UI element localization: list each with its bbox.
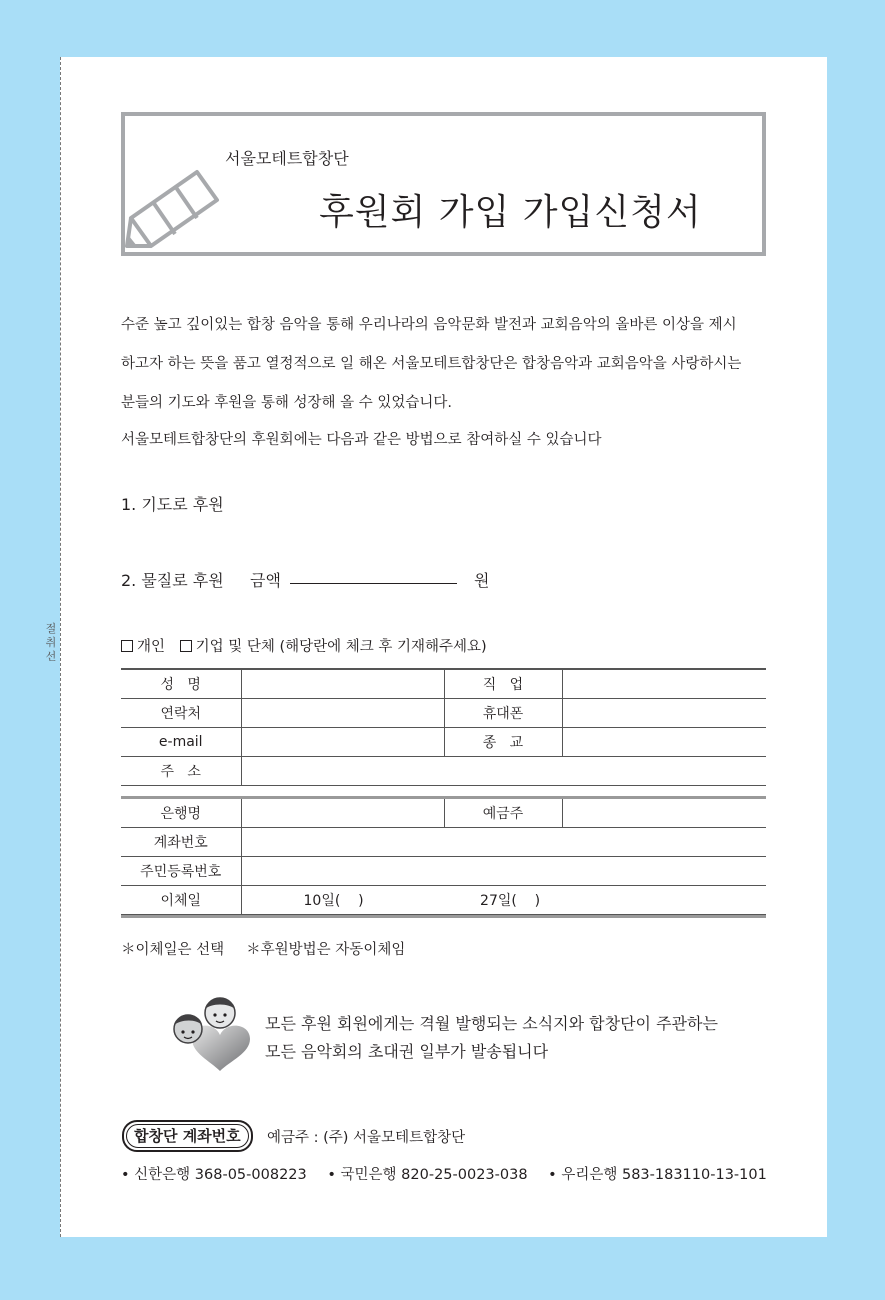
- job-field[interactable]: [562, 669, 766, 699]
- pencil-icon: [125, 166, 225, 250]
- group-label: 기업 및 단체 (해당란에 체크 후 기재해주세요): [195, 639, 487, 655]
- table-bottom-rule: [121, 915, 766, 918]
- resident-no-field[interactable]: [241, 857, 766, 886]
- account-no-label: 계좌번호: [121, 828, 241, 857]
- personal-info-table: [121, 668, 766, 786]
- donor-type: [121, 635, 487, 656]
- bank-account-woori: • 우리은행 583-183110-13-101: [548, 1167, 767, 1183]
- amount-label: 금액: [250, 571, 281, 590]
- member-benefit-text: [265, 1010, 718, 1066]
- table-row: [121, 669, 766, 699]
- address-label: 주 소: [121, 757, 241, 786]
- bank-account-shinhan: • 신한은행 368-05-008223: [121, 1167, 307, 1183]
- page-title: 후원회 가입 가입신청서: [319, 192, 702, 233]
- transfer-day-label: 이체일: [121, 886, 241, 915]
- religion-label: 종 교: [444, 728, 562, 757]
- intro-line: 서울모테트합창단의 후원회에는 다음과 같은 방법으로 참여하실 수 있습니다: [121, 432, 602, 448]
- cut-line: [60, 57, 61, 1237]
- intro-line: 수준 높고 깊이있는 합창 음악을 통해 우리나라의 음악문화 발전과 교회음악의 올바른 이상을 제시: [121, 317, 737, 333]
- children-heart-illustration: [170, 995, 260, 1073]
- mobile-label: 휴대폰: [444, 699, 562, 728]
- cut-line-label: 절 취 선: [45, 622, 57, 663]
- individual-checkbox[interactable]: [121, 640, 133, 652]
- table-row: [121, 886, 766, 915]
- name-field[interactable]: [241, 669, 444, 699]
- bank-accounts: [121, 1163, 783, 1184]
- job-label: 직 업: [444, 669, 562, 699]
- bank-name-field[interactable]: [241, 798, 444, 828]
- depositor-label: 예금주: [444, 798, 562, 828]
- address-field[interactable]: [241, 757, 766, 786]
- note-method: ＊후원방법은 자동이체임: [246, 942, 406, 958]
- contact-label: 연락처: [121, 699, 241, 728]
- account-holder: 예금주 : (주) 서울모테트합창단: [267, 1130, 466, 1146]
- bank-name-label: 은행명: [121, 798, 241, 828]
- title-box: [121, 112, 766, 256]
- amount-unit: 원: [474, 571, 490, 590]
- table-row: [121, 728, 766, 757]
- email-label: e-mail: [121, 728, 241, 757]
- section-material: 2. 물질로 후원: [121, 571, 224, 590]
- benefit-line: 모든 후원 회원에게는 격월 발행되는 소식지와 합창단이 주관하는: [265, 1014, 718, 1033]
- note-transfer-day: ＊이체일은 선택: [121, 942, 225, 958]
- religion-field[interactable]: [562, 728, 766, 757]
- intro-line: 하고자 하는 뜻을 품고 열정적으로 일 해온 서울모테트합창단은 합창음악과 교회음악을 사랑하시는: [121, 356, 742, 372]
- bank-account-kookmin: • 국민은행 820-25-0023-038: [327, 1167, 528, 1183]
- group-checkbox[interactable]: [180, 640, 192, 652]
- table-row: [121, 699, 766, 728]
- account-badge: 합창단 계좌번호: [122, 1120, 253, 1152]
- section-prayer: 1. 기도로 후원: [121, 495, 224, 514]
- notes: [121, 938, 405, 959]
- table-row: [121, 857, 766, 886]
- day-option-10[interactable]: 10일( ): [303, 893, 364, 909]
- depositor-field[interactable]: [562, 798, 766, 828]
- table-row: [121, 757, 766, 786]
- day-option-27[interactable]: 27일( ): [480, 893, 541, 909]
- organization-name: 서울모테트합창단: [225, 149, 349, 168]
- table-row: [121, 828, 766, 857]
- table-row: [121, 798, 766, 828]
- resident-no-label: 주민등록번호: [121, 857, 241, 886]
- intro-line: 분들의 기도와 후원을 통해 성장해 올 수 있었습니다.: [121, 395, 453, 411]
- name-label: 성 명: [121, 669, 241, 699]
- account-no-field[interactable]: [241, 828, 766, 857]
- bank-info-table: [121, 796, 766, 915]
- individual-label: 개인: [137, 639, 166, 655]
- mobile-field[interactable]: [562, 699, 766, 728]
- amount-field[interactable]: [290, 583, 457, 584]
- benefit-line: 모든 음악회의 초대권 일부가 발송됩니다: [265, 1042, 549, 1061]
- transfer-day-field[interactable]: [241, 886, 766, 915]
- contact-field[interactable]: [241, 699, 444, 728]
- email-field[interactable]: [241, 728, 444, 757]
